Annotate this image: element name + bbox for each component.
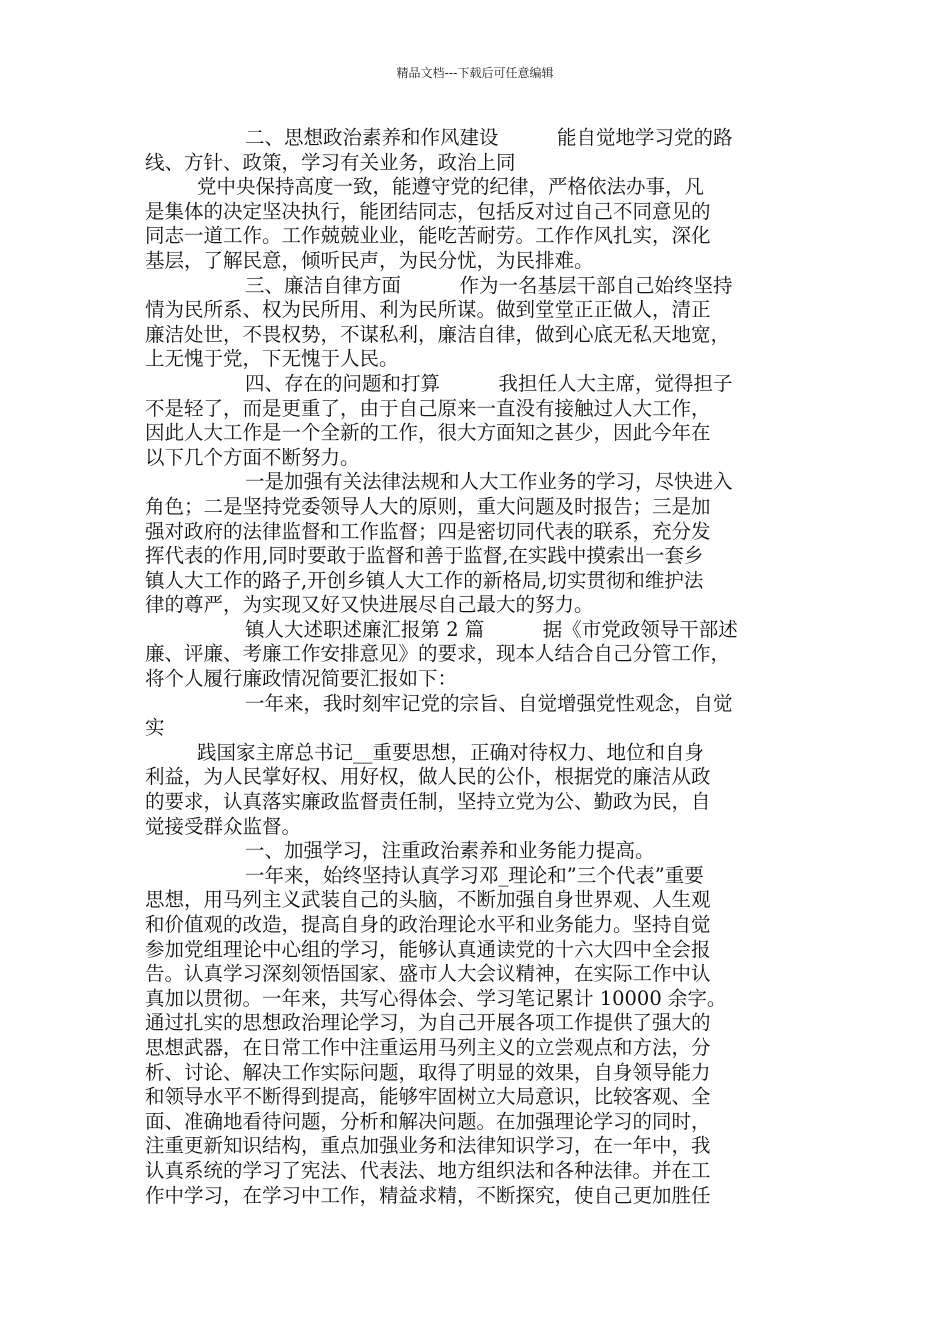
text-line: 觉接受群众监督。 xyxy=(145,814,302,838)
text-line: 以下几个方面不断努力。 xyxy=(145,445,360,469)
text-line: 析、讨论、解决工作实际问题，取得了明显的效果，自身领导能力 xyxy=(145,1060,711,1084)
text-line: 情为民所系、权为民所用、利为民所谋。做到堂堂正正做人，清正 xyxy=(145,298,711,322)
text-line: 四、存在的问题和打算 我担任人大主席，觉得担子 xyxy=(245,371,733,395)
text-line: 一年来，始终坚持认真学习邓_理论和”三个代表”重要 xyxy=(245,863,704,887)
text-line: 是集体的决定坚决执行，能团结同志，包括反对过自己不同意见的 xyxy=(145,199,711,223)
text-line: 真加以贯彻。一年来，共写心得体会、学习笔记累计 10000 余字。 xyxy=(145,986,727,1010)
text-line: 基层，了解民意，倾听民声，为民分忧，为民排难。 xyxy=(145,248,594,272)
text-line: 一、加强学习，注重政治素养和业务能力提高。 xyxy=(245,839,655,863)
text-line: 一是加强有关法律法规和人大工作业务的学习，尽快进入 xyxy=(245,470,733,494)
text-line: 和领导水平不断得到提高，能够牢固树立大局意识，比较客观、全 xyxy=(145,1085,711,1109)
page-header: 精品文档---下载后可任意编辑 xyxy=(396,66,554,80)
text-line: 三、廉洁自律方面 作为一名基层干部自己始终坚持 xyxy=(245,273,733,297)
text-line: 线、方针、政策，学习有关业务，政治上同 xyxy=(145,150,516,174)
text-line: 思想武器，在日常工作中注重运用马列主义的立尝观点和方法，分 xyxy=(145,1035,711,1059)
text-line: 通过扎实的思想政治理论学习，为自己开展各项工作提供了强大的 xyxy=(145,1011,711,1035)
text-line: 一年来，我时刻牢记党的宗旨、自觉增强党性观念，自觉 xyxy=(245,691,733,715)
text-line: 利益，为人民掌好权、用好权，做人民的公仆，根据党的廉洁从政 xyxy=(145,765,711,789)
text-line: 同志一道工作。工作兢兢业业，能吃苦耐劳。工作作风扎实，深化 xyxy=(145,224,711,248)
text-line: 参加党组理论中心组的学习，能够认真通读党的十六大四中全会报 xyxy=(145,937,711,961)
text-line: 践国家主席总书记__重要思想，正确对待权力、地位和自身 xyxy=(197,740,705,764)
text-line: 廉、评廉、考廉工作安排意见》的要求，现本人结合自己分管工作， xyxy=(145,642,731,666)
text-line: 思想，用马列主义武装自己的头脑，不断加强自身世界观、人生观 xyxy=(145,888,711,912)
text-line: 告。认真学习深刻领悟国家、盛市人大会议精神，在实际工作中认 xyxy=(145,962,711,986)
text-line: 将个人履行廉政情况简要汇报如下： xyxy=(145,667,458,691)
text-line: 角色；二是坚持党委领导人大的原则，重大问题及时报告；三是加 xyxy=(145,494,711,518)
text-line: 注重更新知识结构，重点加强业务和法律知识学习，在一年中，我 xyxy=(145,1134,711,1158)
text-line: 律的尊严，为实现又好又快进展尽自己最大的努力。 xyxy=(145,593,594,617)
text-line: 上无愧于党，下无愧于人民。 xyxy=(145,347,399,371)
text-line: 强对政府的法律监督和工作监督；四是密切同代表的联系，充分发 xyxy=(145,519,711,543)
text-line: 党中央保持高度一致，能遵守党的纪律，严格依法办事，凡 xyxy=(197,175,705,199)
text-line: 二、思想政治素养和作风建设 能自觉地学习党的路 xyxy=(245,126,733,149)
document-body xyxy=(145,126,813,1208)
text-line: 和价值观的改造，提高自身的政治理论水平和业务能力。坚持自觉 xyxy=(145,913,711,936)
text-line: 的要求，认真落实廉政监督责任制，坚持立党为公、勤政为民，自 xyxy=(145,790,711,814)
text-line: 不是轻了，而是更重了，由于自己原来一直没有接触过人大工作， xyxy=(145,396,711,420)
text-line: 因此人大工作是一个全新的工作，很大方面知之甚少，因此今年在 xyxy=(145,421,711,445)
text-line: 挥代表的作用,同时要敢于监督和善于监督,在实践中摸索出一套乡 xyxy=(145,544,704,568)
text-line: 面、准确地看待问题，分析和解决问题。在加强理论学习的同时， xyxy=(145,1109,711,1133)
text-line: 作中学习，在学习中工作，精益求精，不断探究，使自己更加胜任 xyxy=(145,1183,711,1207)
text-line: 实 xyxy=(145,716,165,740)
text-line: 廉洁处世，不畏权势，不谋私利，廉洁自律，做到心底无私天地宽， xyxy=(145,322,731,346)
text-line: 镇人大工作的路子,开创乡镇人大工作的新格局,切实贯彻和维护法 xyxy=(145,568,704,592)
text-line: 认真系统的学习了宪法、代表法、地方组织法和各种法律。并在工 xyxy=(145,1158,711,1182)
text-line: 镇人大述职述廉汇报第 2 篇 据《市党政领导干部述 xyxy=(245,617,738,641)
